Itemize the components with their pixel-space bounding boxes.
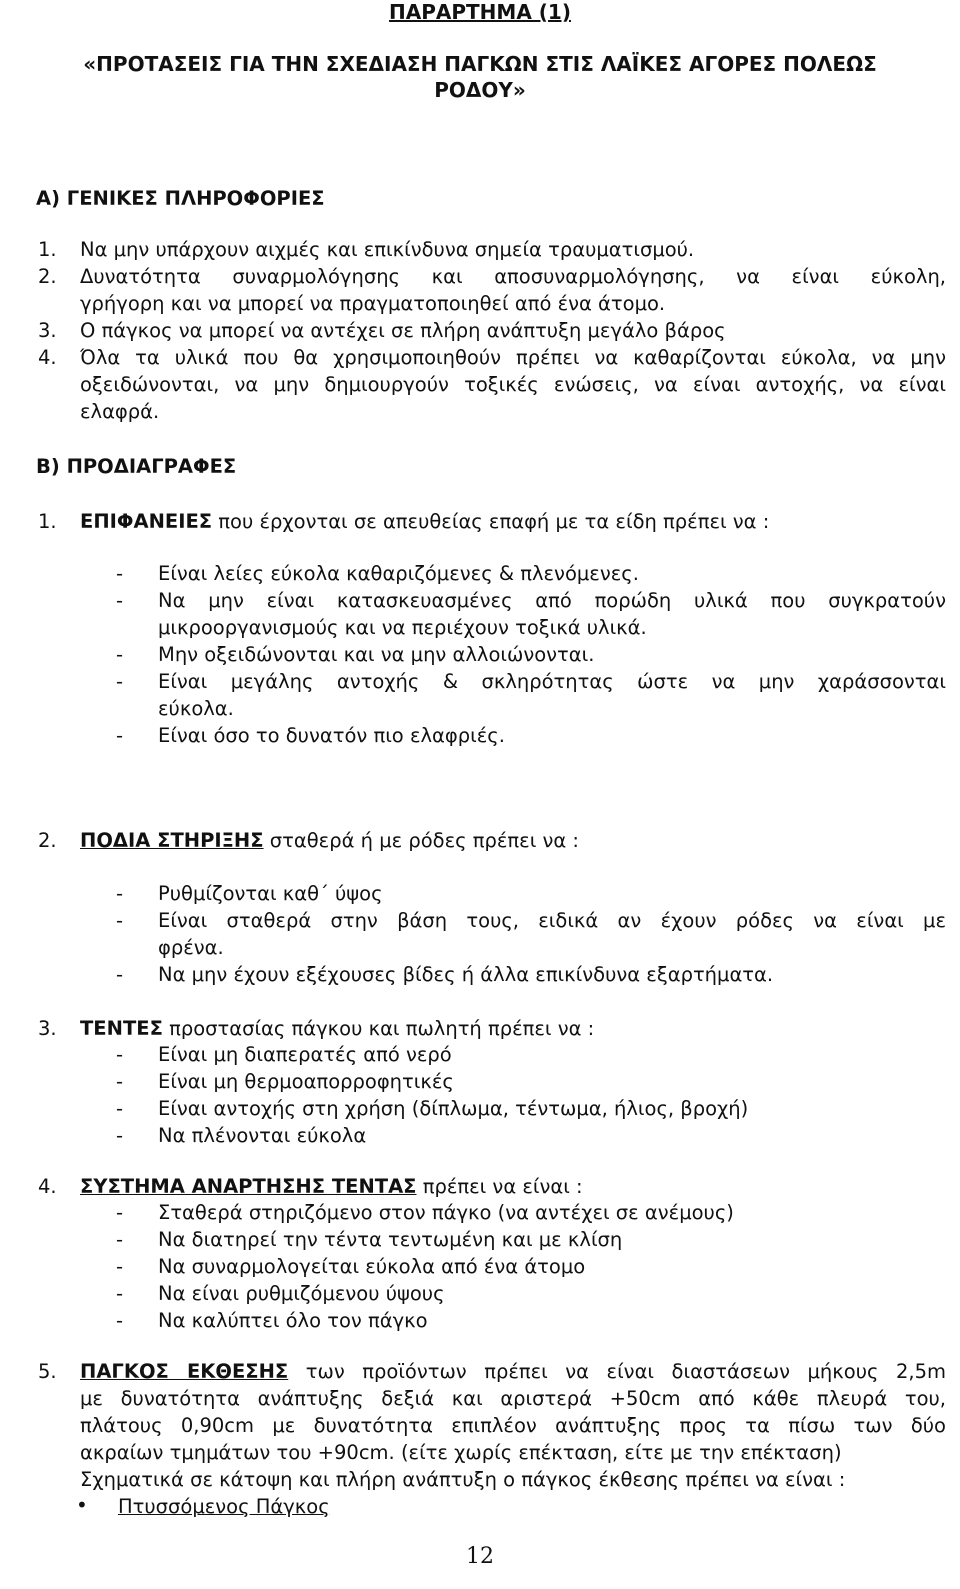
spec-text: πρέπει να είναι : [416,1175,583,1198]
bullet-text: Μην οξειδώνονται και να μην αλλοιώνονται. [158,643,595,666]
dash-bullet: - [116,1043,124,1066]
folding-stall-link[interactable] [118,1495,618,1518]
list-number: 1. [38,510,57,533]
bullet-text: Είναι όσο το δυνατόν πιο ελαφριές. [158,724,505,747]
list-number: 3. [38,319,57,342]
dash-bullet: - [116,963,124,986]
document-title-line1: «ΠΡΟΤΑΣΕΙΣ ΓΙΑ ΤΗΝ ΣΧΕΔΙΑΣΗ ΠΑΓΚΩΝ ΣΤΙΣ ΛΑΪΚΕΣ ΑΓΟΡΕΣ ΠΟΛΕΩΣ [83,52,877,76]
paragraph-line: με δυνατότητα ανάπτυξης δεξιά και αριστερά +50cm από κάθε πλευρά του, [80,1387,946,1410]
list-item-text: οξειδώνονται, να μην δημιουργούν τοξικές ενώσεις, να είναι αντοχής, να είναι [80,373,946,396]
list-item-text: ελαφρά. [80,400,160,423]
list-item-text: Δυνατότητα συναρμολόγησης και αποσυναρμολόγησης, να είναι εύκολη, [80,265,946,288]
dash-bullet: - [116,1282,124,1305]
appendix-title: ΠΑΡΑΡΤΗΜΑ (1) [389,0,571,24]
spec-label: ΠΟΔΙΑ ΣΤΗΡΙΞΗΣ [80,829,264,852]
list-number: 2. [38,265,57,288]
bullet-dot: • [76,1493,88,1517]
bullet-text: Να διατηρεί την τέντα τεντωμένη και με κλίση [158,1228,623,1251]
bullet-text: Σταθερά στηριζόμενο στον πάγκο (να αντέχει σε ανέμους) [158,1201,734,1224]
list-item-text: Όλα τα υλικά που θα χρησιμοποιηθούν πρέπει να καθαρίζονται εύκολα, να μην [80,346,946,369]
bullet-text: Είναι αντοχής στη χρήση (δίπλωμα, τέντωμα, ήλιος, βροχή) [158,1097,749,1120]
bullet-text: εύκολα. [158,697,234,720]
dash-bullet: - [116,1124,124,1147]
spec-text: που έρχονται σε απευθείας επαφή με τα είδη πρέπει να : [212,510,770,533]
paragraph-line: πλάτους 0,90cm με δυνατότητα επιπλέον ανάπτυξης προς τα πίσω των δύο [80,1414,946,1437]
list-number: 4. [38,1175,57,1198]
list-number: 5. [38,1360,57,1383]
folding-stall-label[interactable]: Πτυσσόμενος Πάγκος [118,1495,330,1518]
paragraph-line: ακραίων τμημάτων του +90cm. (είτε χωρίς επέκταση, είτε με την επέκταση) [80,1441,842,1464]
spec-text: προστασίας πάγκου και πωλητή πρέπει να : [162,1017,595,1040]
dash-bullet: - [116,909,124,932]
bullet-text: Να μην έχουν εξέχουσες βίδες ή άλλα επικίνδυνα εξαρτήματα. [158,963,774,986]
page-number: 12 [466,1544,494,1569]
dash-bullet: - [116,1309,124,1332]
bullet-text: Είναι λείες εύκολα καθαριζόμενες & πλενόμενες. [158,562,639,585]
bullet-text: Ρυθμίζονται καθ΄ ύψος [158,882,383,905]
section-b-heading: Β) ΠΡΟΔΙΑΓΡΑΦΕΣ [36,455,237,478]
list-item-text: γρήγορη και να μπορεί να πραγματοποιηθεί από ένα άτομο. [80,292,666,315]
bullet-text: Είναι σταθερά στην βάση τους, ειδικά αν έχουν ρόδες να είναι με [158,909,946,932]
dash-bullet: - [116,882,124,905]
list-number: 2. [38,829,57,852]
bullet-text: Να μην είναι κατασκευασμένες από πορώδη υλικά που συγκρατούν [158,589,946,612]
bullet-text: Να συναρμολογείται εύκολα από ένα άτομο [158,1255,586,1278]
list-number: 1. [38,238,57,261]
dash-bullet: - [116,1255,124,1278]
spec-text: σταθερά ή με ρόδες πρέπει να : [263,829,580,852]
list-number: 4. [38,346,57,369]
spec-label: ΕΠΙΦΑΝΕΙΕΣ [80,510,213,533]
dash-bullet: - [116,562,124,585]
paragraph-line: Σχηματικά σε κάτοψη και πλήρη ανάπτυξη ο πάγκος έκθεσης πρέπει να είναι : [80,1468,846,1491]
spec-heading-display-stall [80,1360,946,1383]
spec-heading-surfaces [80,510,946,533]
spec-label: ΣΥΣΤΗΜΑ ΑΝΑΡΤΗΣΗΣ ΤΕΝΤΑΣ [80,1175,417,1198]
bullet-text: φρένα. [158,936,224,959]
bullet-text: μικροοργανισμούς και να περιέχουν τοξικά υλικά. [158,616,647,639]
dash-bullet: - [116,1070,124,1093]
spec-heading-awnings [80,1017,946,1040]
spec-heading-awning-system [80,1175,946,1198]
dash-bullet: - [116,670,124,693]
dash-bullet: - [116,589,124,612]
bullet-text: Να καλύπτει όλο τον πάγκο [158,1309,428,1332]
list-number: 3. [38,1017,57,1040]
document-title-line2: ΡΟΔΟΥ» [434,78,526,102]
bullet-text: Είναι μεγάλης αντοχής & σκληρότητας ώστε να μην χαράσσονται [158,670,946,693]
list-item-text: Ο πάγκος να μπορεί να αντέχει σε πλήρη ανάπτυξη μεγάλο βάρος [80,319,726,342]
dash-bullet: - [116,643,124,666]
spec-label: ΠΑΓΚΟΣ ΕΚΘΕΣΗΣ [80,1360,289,1383]
bullet-text: Είναι μη θερμοαπορροφητικές [158,1070,454,1093]
dash-bullet: - [116,724,124,747]
list-item-text: Να μην υπάρχουν αιχμές και επικίνδυνα σημεία τραυματισμού. [80,238,695,261]
spec-heading-legs [80,829,946,852]
bullet-text: Να είναι ρυθμιζόμενου ύψους [158,1282,445,1305]
bullet-text: Είναι μη διαπερατές από νερό [158,1043,452,1066]
dash-bullet: - [116,1228,124,1251]
spec-label: ΤΕΝΤΕΣ [80,1017,163,1040]
bullet-text: Να πλένονται εύκολα [158,1124,367,1147]
dash-bullet: - [116,1097,124,1120]
dash-bullet: - [116,1201,124,1224]
section-a-heading: Α) ΓΕΝΙΚΕΣ ΠΛΗΡΟΦΟΡΙΕΣ [36,187,325,210]
spec-text: των προϊόντων πρέπει να είναι διαστάσεων μήκους 2,5m [288,1360,946,1383]
